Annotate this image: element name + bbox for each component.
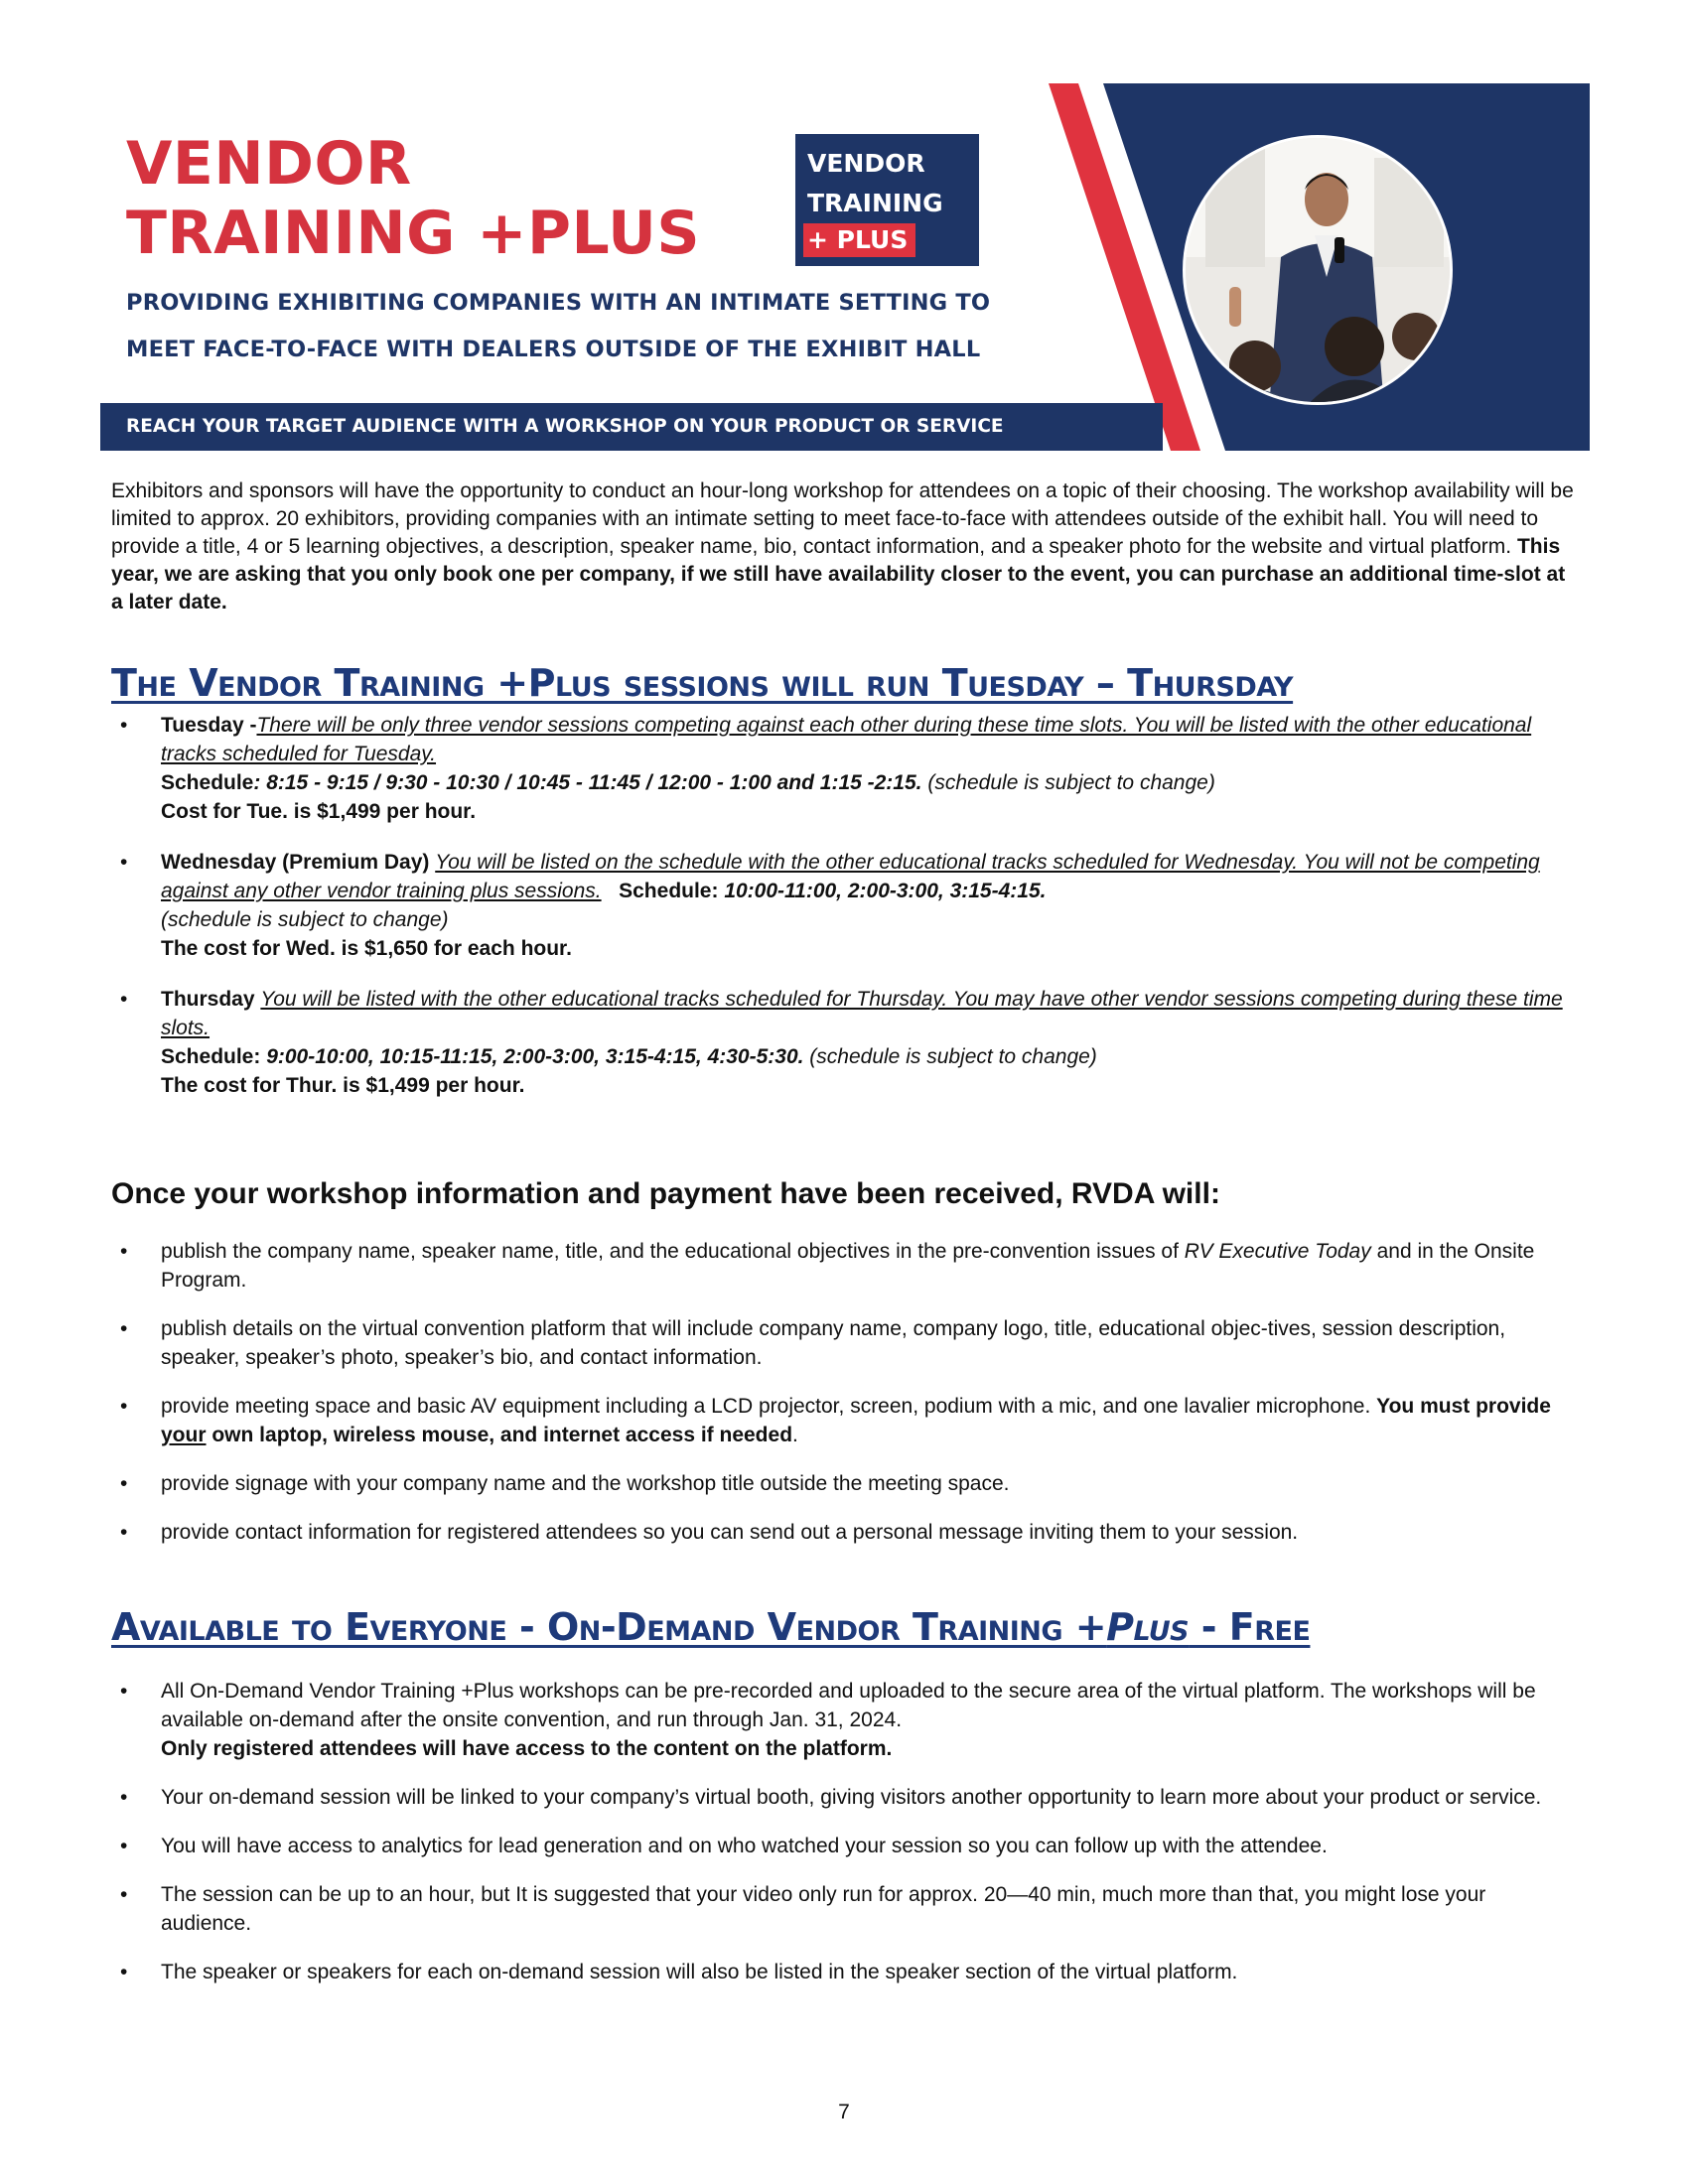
list-item-text: Your on-demand session will be linked to your company’s virtual booth, giving visitors another opportunity to learn more about your product or service. (161, 1786, 1542, 1809)
bullet-icon: • (120, 1961, 128, 1983)
schedule-label: Schedule: (161, 1045, 267, 1068)
list-item-bold: You must provide (1376, 1395, 1551, 1418)
on-demand-list (111, 1677, 1581, 1986)
list-item-text: provide meeting space and basic AV equipment including a LCD projector, screen, podium with a mic, and one lavalier microphone. (161, 1395, 1377, 1418)
list-item (111, 1832, 1581, 1860)
logo-line: TRAINING (807, 189, 943, 217)
session-cost: Cost for Tue. is $1,499 per hour. (161, 800, 477, 823)
list-item (111, 1958, 1581, 1986)
day-note: There will be only three vendor sessions competing against each other during these time slots. You will be listed with the other educational tracks scheduled for Tuesday. (161, 714, 1532, 765)
list-item (111, 1783, 1581, 1812)
list-item-text: publish the company name, speaker name, title, and the educational objectives in the pre-convention issues of (161, 1240, 1185, 1263)
schedule-line (161, 768, 1581, 797)
list-item-text: provide signage with your company name and the workshop title outside the meeting space. (161, 1472, 1010, 1495)
bullet-icon: • (120, 1472, 128, 1495)
list-item-text: and in the Onsite Program. (161, 1240, 1535, 1292)
session-cost: The cost for Wed. is $1,650 for each hour. (161, 937, 572, 960)
list-item-thursday (111, 985, 1581, 1100)
list-item-text: provide contact information for registered attendees so you can send out a personal message inviting them to your session. (161, 1521, 1299, 1544)
schedule-change-note: (schedule is subject to change) (803, 1045, 1097, 1068)
list-item (111, 1314, 1581, 1372)
schedule-label: Schedule: (619, 880, 725, 902)
bullet-icon: • (120, 1240, 128, 1263)
speaker-photo (1183, 135, 1453, 405)
list-item-text: The speaker or speakers for each on-demand session will also be listed in the speaker section of the virtual platform. (161, 1961, 1238, 1983)
bullet-icon: • (120, 714, 128, 737)
page-number: 7 (838, 2101, 850, 2123)
intro-bold-text: This year, we are asking that you only book one per company, if we still have availability closer to the event, you can purchase an additional time-slot at a later date. (111, 535, 1566, 614)
day-label: Tuesday - (161, 714, 257, 737)
schedule-line (161, 1042, 1581, 1071)
schedule-label: Schedule (161, 771, 254, 794)
day-note: You will be listed with the other educational tracks scheduled for Thursday. You may have other vendor sessions competing during these time slots. (161, 988, 1563, 1039)
list-item-wednesday (111, 848, 1581, 963)
day-label: Thursday (161, 988, 255, 1011)
banner-tagline-strip: REACH YOUR TARGET AUDIENCE WITH A WORKSHOP ON YOUR PRODUCT OR SERVICE (100, 403, 1163, 451)
session-day-list (111, 711, 1581, 1100)
list-item-text: All On-Demand Vendor Training +Plus workshops can be pre-recorded and uploaded to the secure area of the virtual platform. The workshops will be available on-demand after the onsite convention, and run through Jan. 31, 2024. (161, 1680, 1536, 1731)
intro-text: Exhibitors and sponsors will have the opportunity to conduct an hour-long workshop for attendees on a topic of their choosing. The workshop availability will be limited to approx. 20 exhibitors, providing companies with an intimate setting to meet face-to-face with attendees outside of the exhibit hall. You will need to provide a title, 4 or 5 learning objectives, a description, speaker name, bio, contact information, and a speaker photo for the website and virtual platform. (111, 479, 1574, 558)
logo-line-plus: + PLUS (803, 223, 915, 257)
heading-on-demand: Available to Everyone - On-Demand Vendor Training +Plus - Free (111, 1605, 1311, 1649)
schedule-times: 10:00-11:00, 2:00-3:00, 3:15-4:15. (724, 880, 1047, 902)
list-item-text: publish details on the virtual convention platform that will include company name, company logo, title, educational objec-tives, session description, speaker, speaker’s photo, speaker’s bio, and contact information. (161, 1317, 1506, 1369)
rvda-commitments-list (111, 1237, 1581, 1547)
bullet-icon: • (120, 1395, 128, 1418)
schedule-change-note: (schedule is subject to change) (161, 908, 449, 931)
schedule-times: : 8:15 - 9:15 / 9:30 - 10:30 / 10:45 - 11:45 / 12:00 - 1:00 and 1:15 -2:15. (253, 771, 922, 794)
list-item-text: . (792, 1424, 798, 1446)
bullet-icon: • (120, 1521, 128, 1544)
day-label: Wednesday (Premium Day) (161, 851, 430, 874)
logo-line: VENDOR (807, 149, 925, 178)
session-cost: The cost for Thur. is $1,499 per hour. (161, 1074, 525, 1097)
bullet-icon: • (120, 1680, 128, 1703)
schedule-times: 9:00-10:00, 10:15-11:15, 2:00-3:00, 3:15-4:15, 4:30-5:30. (266, 1045, 804, 1068)
list-item-bold: Only registered attendees will have access to the content on the platform. (161, 1737, 893, 1760)
list-item-bold: own laptop, wireless mouse, and internet access if needed (206, 1424, 793, 1446)
list-item (111, 1237, 1581, 1295)
intro-paragraph (111, 478, 1581, 616)
banner-subtitle: PROVIDING EXHIBITING COMPANIES WITH AN INTIMATE SETTING TO MEET FACE-TO-FACE WITH DEALERS OUTSIDE OF THE EXHIBIT HALL (126, 290, 991, 362)
bullet-icon: • (120, 1317, 128, 1340)
bullet-icon: • (120, 1883, 128, 1906)
heading-rvda-will: Once your workshop information and payment have been received, RVDA will: (111, 1177, 1220, 1210)
list-item-text: The session can be up to an hour, but It is suggested that your video only run for approx. 20—40 min, much more than that, you might lose your audience. (161, 1883, 1486, 1935)
list-item-tuesday (111, 711, 1581, 826)
banner-title: VENDOR TRAINING +PLUS (126, 129, 701, 268)
heading-sessions-schedule: The Vendor Training +Plus sessions will run Tuesday – Thursday (111, 661, 1294, 705)
list-item (111, 1518, 1581, 1547)
bullet-icon: • (120, 1786, 128, 1809)
vendor-training-logo (795, 134, 979, 266)
list-item (111, 1469, 1581, 1498)
banner (100, 83, 1590, 451)
bullet-icon: • (120, 988, 128, 1011)
list-item (111, 1392, 1581, 1449)
speaker-photo-illustration (1186, 138, 1453, 405)
list-item-underlined: your (161, 1424, 207, 1446)
publication-name: RV Executive Today (1184, 1240, 1371, 1263)
schedule-change-note: (schedule is subject to change) (921, 771, 1215, 794)
bullet-icon: • (120, 851, 128, 874)
list-item (111, 1880, 1581, 1938)
bullet-icon: • (120, 1835, 128, 1857)
list-item-text: You will have access to analytics for lead generation and on who watched your session so you can follow up with the attendee. (161, 1835, 1328, 1857)
day-note: You will be listed on the schedule with the other educational tracks scheduled for Wednesday. You will not be competing against any other vendor training plus sessions. (161, 851, 1540, 902)
list-item (111, 1677, 1581, 1763)
